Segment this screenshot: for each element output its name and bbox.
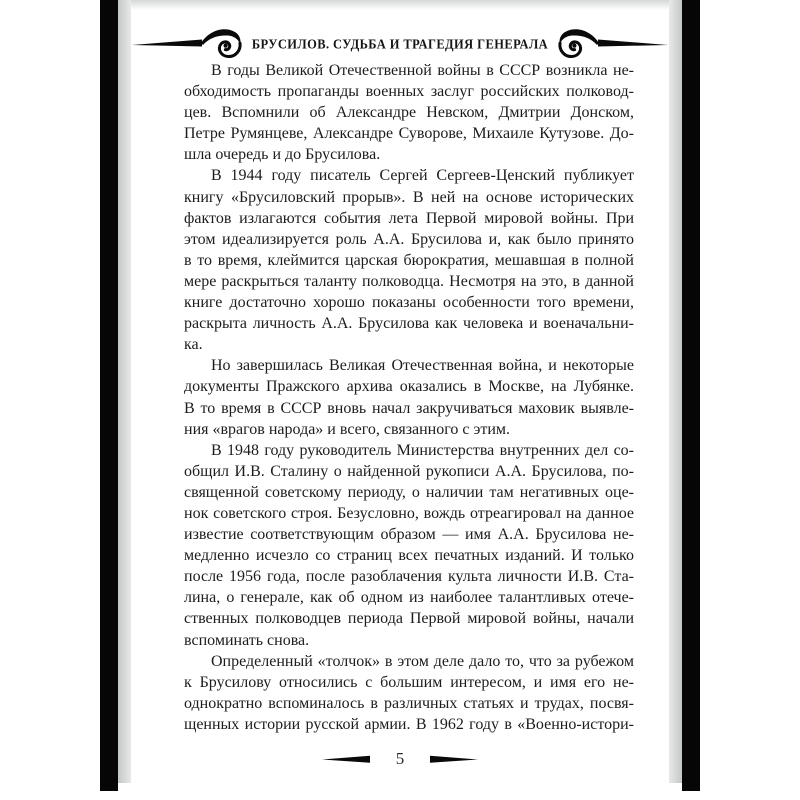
text-line: ка. xyxy=(184,336,203,354)
text-line: Но завершилась Великая Отечественная война, и некоторые xyxy=(211,357,634,375)
text-line: В 1948 году руководитель Министерства внутренних дел со- xyxy=(211,441,634,459)
book-page-photo xyxy=(100,0,700,791)
text-block xyxy=(184,60,634,735)
book-cover-edge-right xyxy=(682,0,700,791)
text-line: В то время в СССР вновь начал закручиваться маховик выявле- xyxy=(184,399,634,417)
text-line: В годы Великой Отечественной войны в СССР возникла не- xyxy=(211,62,634,79)
text-line: в то время, клеймится царская бюрократия, мешавшая в полной xyxy=(184,251,634,269)
tapered-dash-right-icon xyxy=(430,755,478,764)
text-line: шла очередь и до Брусилова. xyxy=(184,146,381,164)
text-line: к Брусилову относились с большим интересом, и имя его не- xyxy=(184,673,634,691)
page-number: 5 xyxy=(395,749,405,768)
swirl-flourish-right-icon xyxy=(556,26,668,62)
text-line: нок советского строя. Безусловно, вождь отреагировал на данное xyxy=(184,504,634,522)
text-line: В 1944 году писатель Сергей Сергеев-Ценский публикует xyxy=(211,167,634,185)
page-stack-edge-right xyxy=(669,0,682,783)
running-header-title: БРУСИЛОВ. СУДЬБА И ТРАГЕДИЯ ГЕНЕРАЛА xyxy=(251,35,549,52)
book-cover-edge-left xyxy=(100,0,118,791)
text-line: Определенный «толчок» в этом деле дало то, что за рубежом xyxy=(211,652,634,670)
text-line: Петре Румянцеве, Александре Суворове, Михаиле Кутузове. До- xyxy=(184,125,634,143)
text-line: фактов излагаются события лета Первой мировой войны. При xyxy=(184,209,634,227)
text-line: однократно вспоминалось в различных статьях и трудах, посвя- xyxy=(184,694,634,712)
text-line: ния «врагов народа» и всего, связанного с этим. xyxy=(184,420,511,438)
text-line: документы Пражского архива оказались в Москве, на Лубянке. xyxy=(184,378,634,396)
text-line: цев. Вспомнили об Александре Невском, Дмитрии Донском, xyxy=(184,104,634,122)
text-line: мере раскрыться таланту полководца. Несмотря на это, в данной xyxy=(184,272,634,290)
text-line: раскрыта личность А.А. Брусилова как человека и военачальни- xyxy=(184,315,634,333)
running-header xyxy=(131,26,669,62)
book-page xyxy=(131,0,669,791)
text-line: после 1956 года, после разоблачения культа личности И.В. Ста- xyxy=(184,568,634,586)
text-line: книге достаточно хорошо показаны особенности того времени, xyxy=(184,294,634,312)
page-stack-edge-left xyxy=(118,0,131,783)
text-line: общил И.В. Сталину о найденной рукописи А.А. Брусилова, по- xyxy=(184,462,634,480)
swirl-flourish-left-icon xyxy=(132,26,244,62)
text-line: священной советскому периоду, о наличии там негативных оце- xyxy=(184,483,634,501)
text-line: щенных истории русской армии. В 1962 году в «Военно-истори- xyxy=(184,715,634,733)
text-line: этом идеализируется роль А.А. Брусилова и, как было принято xyxy=(184,230,634,248)
text-line: книгу «Брусиловский прорыв». В ней на основе исторических xyxy=(184,188,634,206)
text-line: вспоминать снова. xyxy=(184,631,310,649)
tapered-dash-left-icon xyxy=(322,755,370,764)
text-line: известие соответствующим образом — имя А.А. Брусилова не- xyxy=(184,526,634,544)
text-line: лина, о генерале, как об одном из наиболее талантливых отече- xyxy=(184,589,634,607)
text-line: медленно исчезло со страниц всех печатных изданий. И только xyxy=(184,547,634,565)
text-line: обходимость пропаганды военных заслуг российских полковод- xyxy=(184,83,634,101)
page-footer xyxy=(131,749,669,769)
text-line: ственных полководцев периода Первой мировой войны, начали xyxy=(184,610,634,628)
